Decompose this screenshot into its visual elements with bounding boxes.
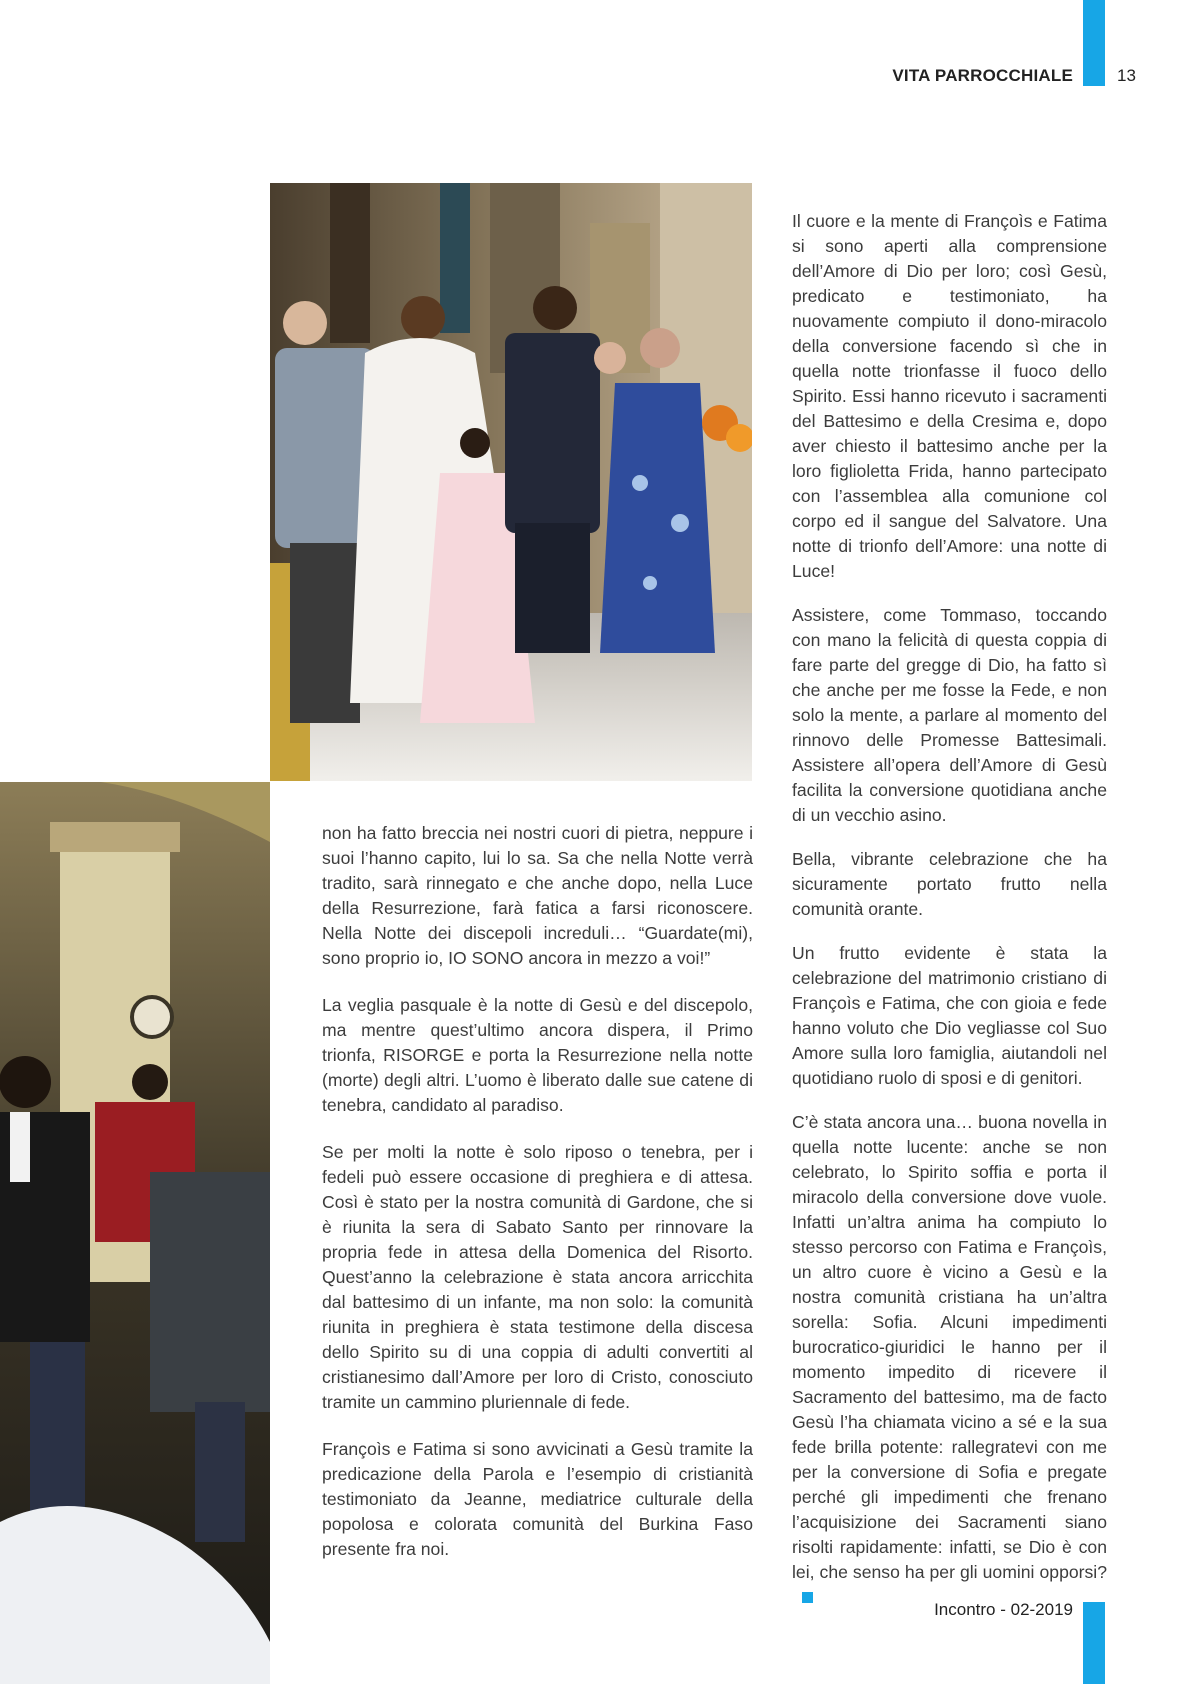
paragraph: Assistere, come Tommaso, toccando con mano la felicità di questa coppia di fare parte del gregge di Dio, ha fatto sì che anche per me fosse la Fede, e non solo la mente, a parlare al momento del rinnovo delle Promesse Battesimali. Assistere all’opera dell’Amore di Gesù facilita la conversione quotidiana anche di un vecchio asino.	[792, 605, 1107, 825]
paragraph: Un frutto evidente è stata la celebrazione del matrimonio cristiano di Françoìs e Fatima, che con gioia e fede hanno voluto che Dio vegliasse col Suo Amore sulla loro famiglia, aiutandoli nel quotidiano ruolo di sposi e di genitori.	[792, 943, 1107, 1088]
paragraph: non ha fatto breccia nei nostri cuori di pietra, neppure i suoi l’hanno capito, lui lo sa. Sa che nella Notte verrà tradito, sarà rinnegato e che anche dopo, nella Luce della Resurrezione, farà fatica a farsi riconoscere. Nella Notte dei discepoli increduli… “Guardate(mi), sono proprio io, IO SONO ancora in mezzo a voi!”	[322, 823, 753, 968]
wedding-photo	[270, 183, 752, 781]
paragraph: Bella, vibrante celebrazione che ha sicuramente portato frutto nella comunità orante.	[792, 849, 1107, 919]
church-photo	[0, 782, 270, 1684]
paragraph: Se per molti la notte è solo riposo o tenebra, per i fedeli può essere occasione di preghiera e di attesa. Così è stato per la nostra comunità di Gardone, che si è riunita la sera di Sabato Santo per rinnovare la propria fede in attesa della Domenica del Risorto. Quest’anno la celebrazione è stata ancora arricchita dal battesimo di un infante, ma non solo: la comunità riunita in preghiera è stata testimone della discesa dello Spirito su di una coppia di adulti convertiti al cristianesimo dall’Amore per loro di Cristo, conosciuto tramite un cammino pluriennale di fede.	[322, 1142, 753, 1412]
header-accent-bar	[1083, 0, 1105, 86]
footer-publication: Incontro - 02-2019	[934, 1600, 1073, 1619]
footer-accent-bar	[1083, 1602, 1105, 1684]
end-of-article-mark	[802, 1592, 813, 1603]
paragraph-final	[792, 1110, 1107, 1610]
section-title: VITA PARROCCHIALE	[892, 66, 1073, 85]
paragraph: Il cuore e la mente di Françoìs e Fatima si sono aperti alla comprensione dell’Amore di Dio per loro; così Gesù, predicato e testimoniato, ha nuovamente compiuto il dono-miracolo della conversione facendo sì che in quella notte trionfasse il fuoco dello Spirito. Essi hanno ricevuto i sacramenti del Battesimo e della Cresima e, dopo aver chiesto il battesimo anche per la loro figlioletta Frida, hanno partecipato con l’assemblea alla comunione col corpo ed il sangue del Salvatore. Una notte di trionfo dell’Amore: una notte di Luce!	[792, 211, 1107, 581]
article-column-left	[322, 821, 753, 1584]
page-number: 13	[1117, 66, 1136, 85]
paragraph: La veglia pasquale è la notte di Gesù e del discepolo, ma mentre quest’ultimo ancora dispera, il Primo trionfa, RISORGE e porta la Resurrezione nella notte (morte) degli altri. L’uomo è liberato dalle sue catene di tenebra, candidato al paradiso.	[322, 995, 753, 1115]
paragraph: Françoìs e Fatima si sono avvicinati a Gesù tramite la predicazione della Parola e l’esempio di cristianità testimoniato da Jeanne, mediatrice culturale della popolosa e colorata comunità del Burkina Faso presente fra noi.	[322, 1439, 753, 1559]
paragraph-final-text: C’è stata ancora una… buona novella in quella notte lucente: anche se non celebrato, lo Spirito soffia e porta il miracolo della conversione dove vuole. Infatti un’altra anima ha compiuto lo stesso percorso con Fatima e Françoìs, un altro cuore è vicino a Gesù e la nostra comunità cristiana ha un’altra sorella: Sofia. Alcuni impedimenti burocratico-giuridici le hanno per il momento impedito di ricevere il Sacramento del battesimo, ma de facto Gesù l’ha chiamata vicino a sé e la sua fede brilla potente: rallegratevi con me per la conversione di Sofia e pregate perché gli impedimenti che frenano l’acquisizione dei Sacramenti siano risolti rapidamente: infatti, se Dio è con lei, che senso ha per gli uomini opporsi?	[792, 1112, 1107, 1582]
article-column-right	[792, 209, 1107, 1629]
